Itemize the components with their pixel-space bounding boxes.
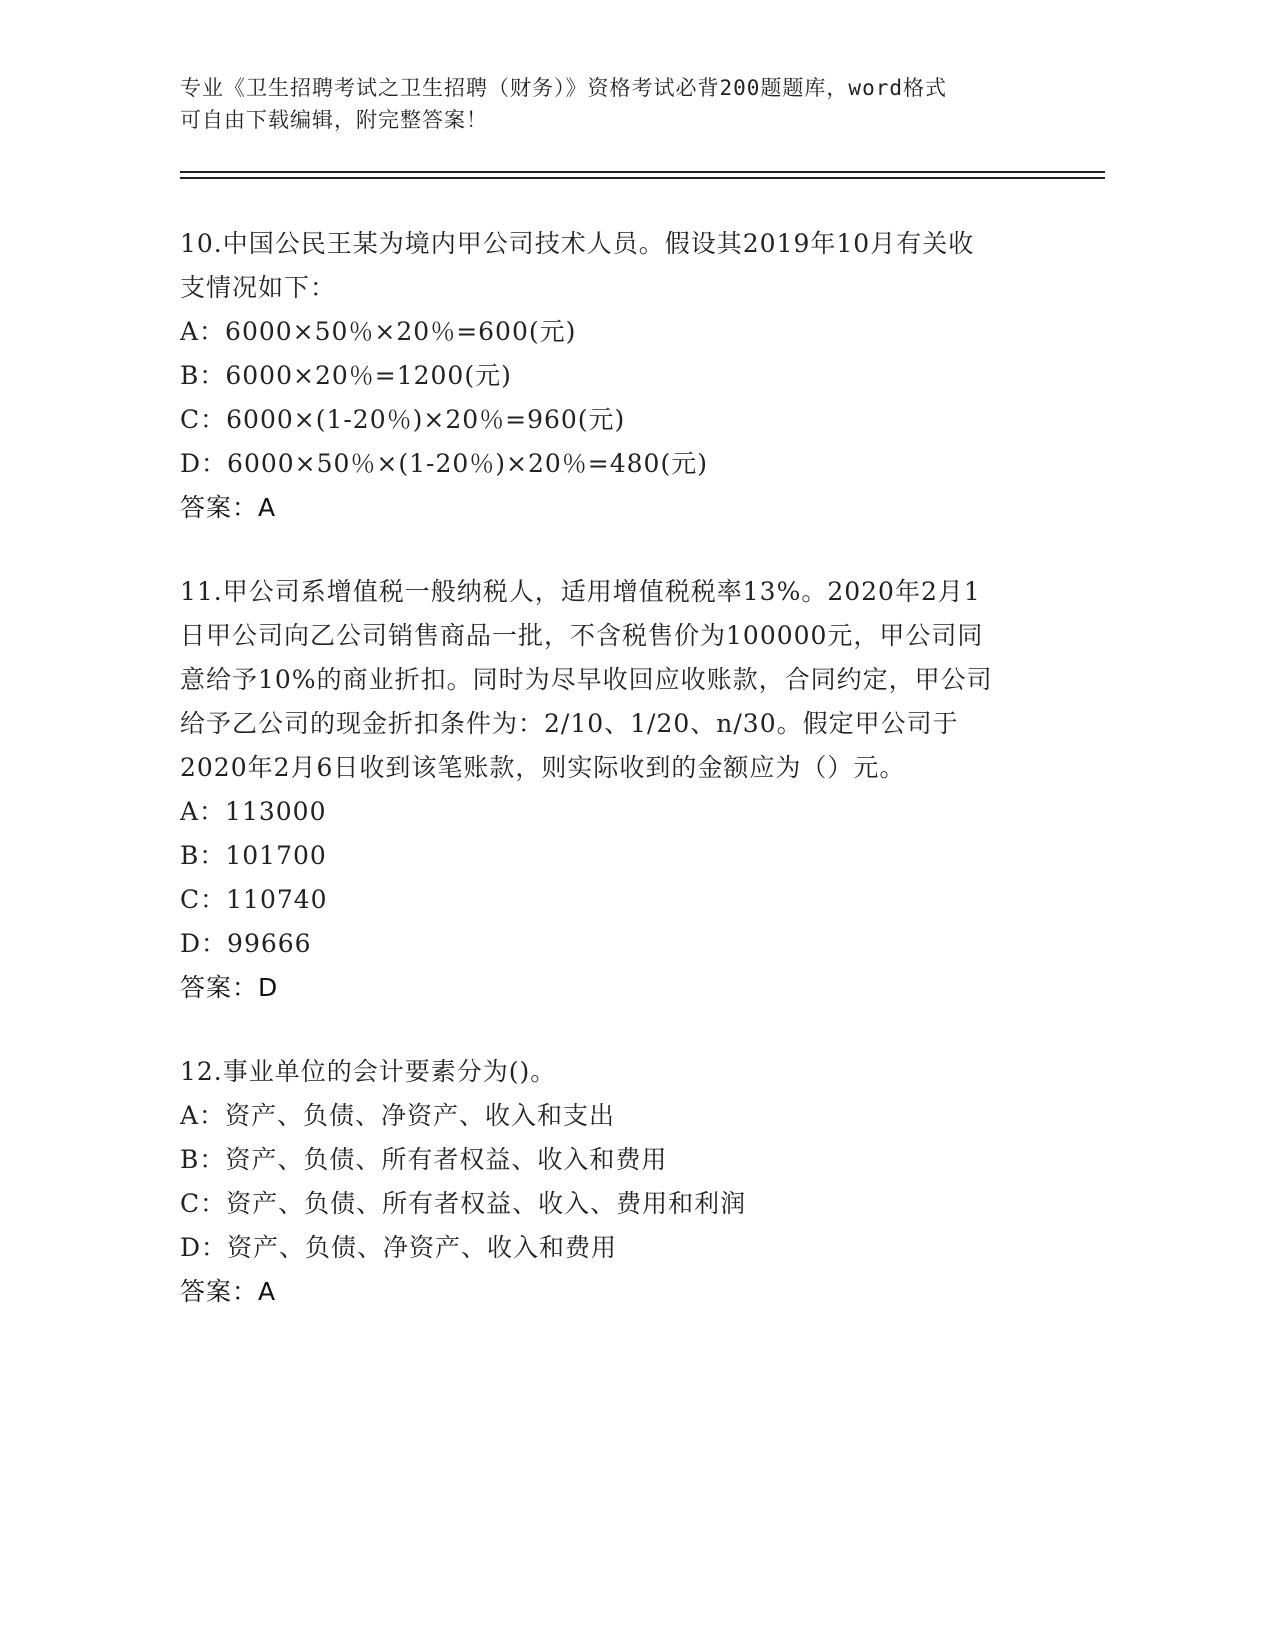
question-stem-line: 2020年2月6日收到该笔账款，则实际收到的金额应为（）元。 — [180, 753, 906, 782]
option-d: D：资产、负债、净资产、收入和费用 — [180, 1233, 618, 1262]
question-stem-line: 支情况如下： — [180, 273, 337, 302]
option-b: B：资产、负债、所有者权益、收入和费用 — [180, 1145, 668, 1174]
question-stem-line: 给予乙公司的现金折扣条件为：2/10、1/20、n/30。假定甲公司于 — [180, 709, 959, 738]
option-a: A：113000 — [180, 797, 327, 826]
option-d: D：99666 — [180, 929, 312, 958]
header-line-2: 可自由下载编辑，附完整答案！ — [180, 108, 488, 132]
option-b: B：6000×20％=1200(元) — [180, 361, 512, 390]
question-stem-line: 意给予10%的商业折扣。同时为尽早收回应收账款，合同约定，甲公司 — [180, 665, 993, 694]
header-line-1: 专业《卫生招聘考试之卫生招聘（财务）》资格考试必背200题题库，word格式 — [180, 76, 947, 100]
option-a: A：6000×50％×20％=600(元) — [180, 317, 577, 346]
header-divider-bottom — [180, 177, 1105, 179]
question-stem-line: 12.事业单位的会计要素分为()。 — [180, 1057, 557, 1086]
answer-line: 答案：D — [180, 973, 279, 1002]
header-divider-top — [180, 171, 1105, 173]
option-d: D：6000×50％×(1-20％)×20％=480(元) — [180, 449, 708, 478]
answer-line: 答案：A — [180, 1277, 277, 1306]
answer-line: 答案：A — [180, 493, 277, 522]
question-12 — [180, 1050, 1050, 1314]
question-11 — [180, 570, 1050, 1010]
option-c: C：110740 — [180, 885, 328, 914]
option-c: C：资产、负债、所有者权益、收入、费用和利润 — [180, 1189, 747, 1218]
question-stem-line: 10.中国公民王某为境内甲公司技术人员。假设其2019年10月有关收 — [180, 229, 975, 258]
question-10 — [180, 222, 1050, 530]
option-b: B：101700 — [180, 841, 327, 870]
question-stem-line: 11.甲公司系增值税一般纳税人，适用增值税税率13%。2020年2月1 — [180, 577, 981, 606]
option-c: C：6000×(1-20％)×20％=960(元) — [180, 405, 626, 434]
question-stem-line: 日甲公司向乙公司销售商品一批，不含税售价为100000元，甲公司同 — [180, 621, 984, 650]
option-a: A：资产、负债、净资产、收入和支出 — [180, 1101, 616, 1130]
document-header — [180, 72, 1060, 136]
